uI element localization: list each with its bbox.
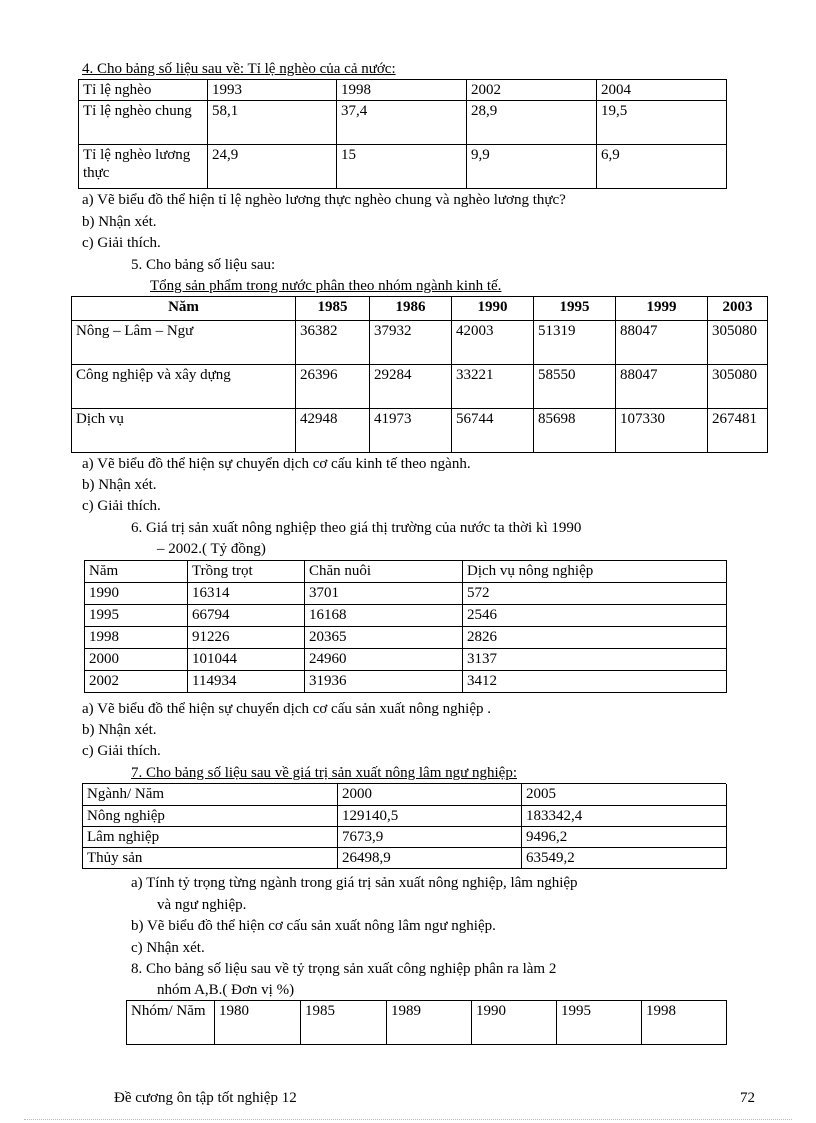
table-cell: 58550 — [534, 365, 616, 409]
table-cell: 1985 — [296, 297, 370, 321]
q6-title-cont: – 2002.( Tỷ đồng) — [157, 541, 266, 557]
table-cell: 1995 — [534, 297, 616, 321]
table-header-row — [85, 561, 727, 583]
table-cell: 7673,9 — [338, 826, 522, 847]
table-row — [83, 826, 727, 847]
q7-item-a: a) Tính tỷ trọng từng ngành trong giá trị sản xuất nông nghiệp, lâm nghiệp — [131, 875, 578, 891]
table-cell: 1998 — [642, 1001, 727, 1045]
table-cell: Ngành/ Năm — [83, 784, 338, 805]
q7-item-b: b) Vẽ biểu đồ thể hiện cơ cấu sản xuất nông lâm ngư nghiệp. — [131, 918, 496, 934]
table-cell: 26498,9 — [338, 847, 522, 868]
table-cell: 51319 — [534, 321, 616, 365]
table-cell: 101044 — [188, 649, 305, 671]
table-cell: Năm — [85, 561, 188, 583]
table-row — [79, 145, 727, 189]
table-cell: Tỉ lệ nghèo lương thực — [79, 145, 208, 189]
q7-table — [82, 784, 727, 869]
table-cell: 3701 — [305, 583, 463, 605]
table-cell: 29284 — [370, 365, 452, 409]
table-cell: 2002 — [85, 671, 188, 693]
table-row — [85, 649, 727, 671]
table-cell: 24,9 — [208, 145, 337, 189]
q4-item-c: c) Giải thích. — [82, 235, 161, 251]
q8-title-cont: nhóm A,B.( Đơn vị %) — [157, 982, 295, 998]
table-header-row — [83, 784, 727, 805]
table-cell: 37,4 — [337, 101, 467, 145]
table-cell: 1999 — [616, 297, 708, 321]
table-cell: 183342,4 — [522, 805, 727, 826]
table-cell: 1998 — [85, 627, 188, 649]
table-cell: 85698 — [534, 409, 616, 453]
table-row — [83, 847, 727, 868]
table-cell: 2000 — [85, 649, 188, 671]
table-cell: 26396 — [296, 365, 370, 409]
q5-item-b: b) Nhận xét. — [82, 477, 157, 493]
table-cell: 107330 — [616, 409, 708, 453]
q6-table — [84, 560, 727, 693]
footer-title: Đề cương ôn tập tốt nghiệp 12 — [114, 1090, 297, 1106]
table-cell: 91226 — [188, 627, 305, 649]
table-cell: 56744 — [452, 409, 534, 453]
table-cell: Công nghiệp và xây dựng — [72, 365, 296, 409]
q5-title: 5. Cho bảng số liệu sau: — [131, 257, 276, 273]
table-header-row — [72, 297, 768, 321]
q4-item-b: b) Nhận xét. — [82, 214, 157, 230]
table-cell: 16314 — [188, 583, 305, 605]
table-cell: 36382 — [296, 321, 370, 365]
footer-divider — [24, 1119, 792, 1120]
table-cell: 1990 — [452, 297, 534, 321]
table-cell: 41973 — [370, 409, 452, 453]
q4-item-a: a) Vẽ biểu đồ thể hiện tỉ lệ nghèo lương thực nghèo chung và nghèo lương thực? — [82, 192, 566, 208]
q5-item-a: a) Vẽ biểu đồ thể hiện sự chuyển dịch cơ cấu kinh tế theo ngành. — [82, 456, 471, 472]
table-row — [72, 409, 768, 453]
table-cell: 1998 — [337, 80, 467, 101]
table-cell: 3137 — [463, 649, 727, 671]
table-cell: Thủy sản — [83, 847, 338, 868]
table-cell: 24960 — [305, 649, 463, 671]
table-row — [83, 805, 727, 826]
table-cell: 2002 — [467, 80, 597, 101]
table-cell: 58,1 — [208, 101, 337, 145]
table-cell: Tỉ lệ nghèo — [79, 80, 208, 101]
table-header-row — [127, 1001, 727, 1045]
q6-item-b: b) Nhận xét. — [82, 722, 157, 738]
table-cell: 1985 — [301, 1001, 387, 1045]
q4-title: 4. Cho bảng số liệu sau về: Tỉ lệ nghèo của cả nước: — [82, 61, 396, 77]
table-cell: 129140,5 — [338, 805, 522, 826]
table-cell: 19,5 — [597, 101, 727, 145]
table-cell: 1993 — [208, 80, 337, 101]
table-cell: Nhóm/ Năm — [127, 1001, 215, 1045]
table-cell: 28,9 — [467, 101, 597, 145]
table-cell: 3412 — [463, 671, 727, 693]
table-cell: 1980 — [215, 1001, 301, 1045]
table-cell: 42003 — [452, 321, 534, 365]
q8-title: 8. Cho bảng số liệu sau về tỷ trọng sản xuất công nghiệp phân ra làm 2 — [131, 961, 557, 977]
table-cell: 9496,2 — [522, 826, 727, 847]
table-cell: Dịch vụ nông nghiệp — [463, 561, 727, 583]
table-cell: 1995 — [85, 605, 188, 627]
q7-title: 7. Cho bảng số liệu sau về giá trị sản xuất nông lâm ngư nghiệp: — [131, 765, 517, 781]
table-cell: 66794 — [188, 605, 305, 627]
q6-title: 6. Giá trị sản xuất nông nghiệp theo giá thị trường của nước ta thời kì 1990 — [131, 520, 582, 536]
table-cell: 20365 — [305, 627, 463, 649]
table-cell: 2005 — [522, 784, 727, 805]
table-cell: 572 — [463, 583, 727, 605]
table-cell: 15 — [337, 145, 467, 189]
q5-subtitle: Tổng sản phẩm trong nước phân theo nhóm ngành kinh tế. — [150, 278, 502, 294]
table-cell: Chăn nuôi — [305, 561, 463, 583]
table-cell: 1986 — [370, 297, 452, 321]
q8-table — [126, 1000, 727, 1045]
table-cell: 1990 — [85, 583, 188, 605]
table-cell: 1990 — [472, 1001, 557, 1045]
table-cell: 2004 — [597, 80, 727, 101]
table-cell: 305080 — [708, 365, 768, 409]
table-cell: 88047 — [616, 365, 708, 409]
table-cell: 88047 — [616, 321, 708, 365]
table-header-row — [79, 80, 727, 101]
table-cell: 2546 — [463, 605, 727, 627]
table-cell: 1995 — [557, 1001, 642, 1045]
table-cell: Năm — [72, 297, 296, 321]
table-cell: Nông nghiệp — [83, 805, 338, 826]
table-cell: 37932 — [370, 321, 452, 365]
table-cell: 305080 — [708, 321, 768, 365]
q6-item-a: a) Vẽ biểu đồ thể hiện sự chuyển dịch cơ cấu sản xuất nông nghiệp . — [82, 701, 492, 717]
table-cell: 114934 — [188, 671, 305, 693]
q6-item-c: c) Giải thích. — [82, 743, 161, 759]
q7-item-c: c) Nhận xét. — [131, 940, 205, 956]
table-cell: 267481 — [708, 409, 768, 453]
table-cell: Trồng trọt — [188, 561, 305, 583]
table-cell: Nông – Lâm – Ngư — [72, 321, 296, 365]
q5-table — [71, 296, 768, 453]
table-cell: 9,9 — [467, 145, 597, 189]
table-cell: 2003 — [708, 297, 768, 321]
table-row — [79, 101, 727, 145]
table-cell: 2826 — [463, 627, 727, 649]
q5-item-c: c) Giải thích. — [82, 498, 161, 514]
page-number: 72 — [740, 1090, 755, 1106]
table-cell: Tỉ lệ nghèo chung — [79, 101, 208, 145]
table-cell: 63549,2 — [522, 847, 727, 868]
table-cell: 1989 — [387, 1001, 472, 1045]
table-cell: 16168 — [305, 605, 463, 627]
q7-item-a-cont: và ngư nghiệp. — [157, 897, 247, 913]
table-row — [85, 605, 727, 627]
table-row — [85, 627, 727, 649]
table-cell: 2000 — [338, 784, 522, 805]
table-cell: 42948 — [296, 409, 370, 453]
table-cell: 33221 — [452, 365, 534, 409]
table-row — [85, 583, 727, 605]
table-cell: 31936 — [305, 671, 463, 693]
table-row — [72, 321, 768, 365]
table-row — [85, 671, 727, 693]
table-row — [72, 365, 768, 409]
table-cell: Dịch vụ — [72, 409, 296, 453]
q4-table — [78, 79, 727, 189]
table-cell: Lâm nghiệp — [83, 826, 338, 847]
table-cell: 6,9 — [597, 145, 727, 189]
